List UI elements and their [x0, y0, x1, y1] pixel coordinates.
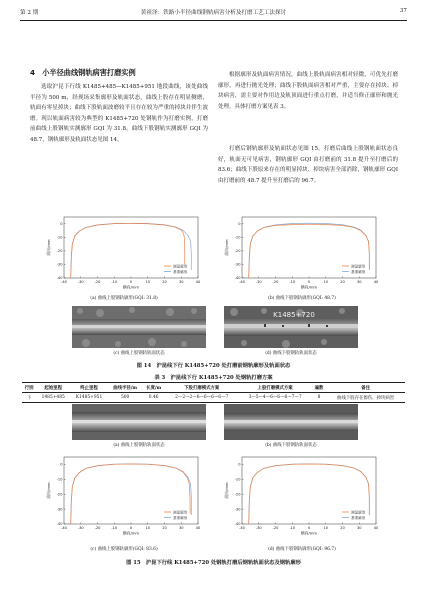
chart-fig14b-xtick-label-7: 30 [356, 280, 362, 284]
chart-fig14a-xtick-label-5: 10 [145, 280, 151, 284]
chart-fig14b-xtick-label-1: -30 [255, 280, 262, 284]
fig15a-caption: (a) 曲线上股钢轨轨面状态 [113, 443, 165, 448]
chart-fig15c-ylabel: 纵向/mm [46, 482, 51, 499]
fig14c-rail-surface-photo [72, 306, 206, 348]
chart-fig14a-ytick-label-4: 0 [60, 221, 63, 226]
chart-fig15c-ytick-label-3: -10 [56, 477, 63, 482]
fig14c-caption: (c) 曲线上股钢轨轨面状态 [113, 351, 165, 356]
table-cell: 1485+485 [41, 395, 65, 401]
header-rule [20, 20, 407, 21]
chart-fig14a-xtick-label-3: -10 [111, 280, 118, 284]
chart-fig14b-xtick-label-6: 20 [340, 280, 345, 284]
chart-fig14a-xtick-label-0: -40 [61, 280, 67, 284]
col-header: 行别 [24, 385, 34, 391]
running-header [20, 8, 407, 20]
chart-fig14a-legend-label-0: 测量廓形 [173, 264, 188, 269]
chart-fig15c-xtick-label-6: 20 [162, 526, 167, 530]
fig14d-caption: (d) 曲线下股钢轨轨面状态 [265, 351, 317, 356]
fig14d-rail-surface-photo [224, 306, 358, 348]
chart-fig15d-xtick-label-0: -40 [239, 526, 245, 530]
chart-fig14b-ytick-label-1: -30 [234, 262, 241, 267]
chart-fig14b-xtick-label-2: -20 [272, 280, 279, 284]
chart-fig15c-xlabel: 横向/mm [122, 530, 140, 536]
chart-fig14a-xtick-label-1: -30 [77, 280, 84, 284]
chart-fig14a-xtick-label-6: 20 [162, 280, 167, 284]
chart-fig14a-xlabel: 横向/mm [122, 284, 140, 290]
chart-fig15d-lower-rail-profile [222, 452, 382, 540]
chart-fig15c-xtick-label-8: 40 [195, 526, 201, 530]
chart-fig15c-xtick-label-0: -40 [61, 526, 67, 530]
chart-fig14a-xtick-label-2: -20 [94, 280, 101, 284]
chart-fig15d-legend-label-0: 测量廓形 [351, 510, 366, 515]
chart-fig14a-xtick-label-4: 0 [129, 280, 133, 284]
fig15a-rail-surface-photo [72, 404, 206, 440]
table-cell: 8 [317, 395, 321, 401]
chart-fig14b-lower-rail-profile [222, 212, 382, 294]
chart-fig14a-xtick-label-8: 40 [195, 280, 201, 284]
chart-fig15d-ylabel: 纵向/mm [224, 482, 229, 499]
chart-fig15d-xtick-label-4: 0 [307, 526, 311, 530]
table-cell: 0.46 [148, 395, 159, 401]
chart-fig14b-xtick-label-5: 10 [323, 280, 329, 284]
col-header: 终止里程 [80, 385, 98, 391]
table-cell: 500 [120, 395, 130, 401]
chart-fig14b-ytick-label-4: 0 [238, 221, 241, 226]
chart-fig15c-legend-label-0: 测量廓形 [173, 510, 188, 515]
chart-fig15d-xtick-label-1: -30 [255, 526, 262, 530]
chart-fig14a-legend-label-1: 基准廓形 [173, 269, 188, 274]
chart-fig14a-xtick-label-7: 30 [178, 280, 184, 284]
chart-fig15c-ytick-label-4: 0 [60, 462, 63, 467]
chart-fig14b-ytick-label-3: -10 [234, 235, 241, 240]
chart-fig15d-xtick-label-6: 20 [340, 526, 345, 530]
chart-fig15c-xtick-label-4: 0 [129, 526, 133, 530]
chart-fig15c-ytick-label-1: -30 [56, 507, 63, 512]
chart-fig14a-ytick-label-1: -30 [56, 262, 63, 267]
page-number: 37 [399, 8, 407, 14]
chart-fig15c-xtick-label-3: -10 [111, 526, 118, 530]
col-header: 下股打磨模式方案 [184, 385, 220, 391]
table-cell: 曲线下股存在擦伤、掉块病害 [337, 395, 395, 401]
article-running-title: 黄祖泽：铁路小半径曲线钢轨病害分析及打磨工艺工法探讨 [140, 10, 287, 16]
chart-fig14b-legend-label-1: 基准廓形 [351, 269, 366, 274]
chart-fig15d-xlabel: 横向/mm [300, 530, 318, 536]
table-row [22, 393, 405, 403]
fig15d-caption: (d) 曲线下股钢轨廓形(GQI: 96.7) [268, 547, 336, 552]
fig14b-caption: (b) 曲线下股钢轨廓形(GQI: 48.7) [268, 296, 336, 301]
photo-chalk-mark: K1485+720 [273, 311, 315, 319]
table-3-title: 表 3 沪昆线下行 K1485+720 处钢轨打磨方案 [154, 375, 273, 381]
chart-fig14b-ylabel: 纵向/mm [224, 239, 229, 256]
chart-fig14a-upper-rail-profile [44, 212, 204, 294]
fig14a-caption: (a) 曲线上股钢轨廓形(GQI: 31.8) [90, 296, 158, 301]
body-paragraph-right-1: 根据廓形及轨面病害情况，曲线上股轨面病害相对轻微，可优先打磨廓形，再进行抛光处理；曲线下股轨面病害相对严重，主要存在掉块、掉块病害，需主要对作用边及轨顶面进行重点打磨，并适当修正廓形和抛光处理。具体打磨方案见表 3。 [218, 72, 398, 110]
chart-fig14a-ylabel: 纵向/mm [46, 239, 51, 256]
chart-fig14b-ytick-label-0: -40 [234, 276, 241, 281]
body-paragraph-right-2: 打磨后钢轨廓形及轨面状态见图 15。打磨后曲线上股钢轨面状态良好，轨面无可见病害，钢轨廓形 GQI 由打磨前的 31.8 提升至打磨后的 83.6；曲线下股原来存在的明显掉块、掉块病害全部消除，钢轨廓形 GQI 由打磨前的 48.7 提升至打磨后的 96.7。 [218, 146, 398, 184]
chart-fig15d-xtick-label-5: 10 [323, 526, 329, 530]
chart-fig15d-xtick-label-3: -10 [289, 526, 296, 530]
table-cell: 下 [26, 395, 32, 401]
chart-fig14b-xtick-label-4: 0 [307, 280, 311, 284]
col-header: 备注 [361, 385, 370, 391]
chart-fig15d-ytick-label-3: -10 [234, 477, 241, 482]
chart-fig14a-ytick-label-2: -20 [56, 249, 63, 254]
chart-fig14b-xlabel: 横向/mm [300, 284, 318, 290]
col-header: 起始里程 [44, 385, 62, 391]
table-cell: 2—2—2—6—6—6—6—7 [175, 395, 229, 401]
fig15b-rail-surface-photo [224, 404, 358, 440]
chart-fig14b-ytick-label-2: -20 [234, 249, 241, 254]
body-paragraph-left: 选取沪昆下行线 K1485+485—K1485+951 地段曲线，该处曲线半径为 500 m，经现场采集廓形及轨面状态，曲线上股存在明显侧磨，轨面有零星掉块；曲线下股轨面波磨较平且存在较为严重的掉块并伴生波磨。现以轨面病害较为典型的 K1485+720 处钢轨作为打磨实例，打磨前曲线上股钢轨实测廓形 GQI 为 31.8，曲线下股钢轨实测廓形 GQI 为 48.7，钢轨廓形及轨面状态见图 14。 [30, 84, 208, 143]
fig15b-caption: (b) 曲线下股钢轨轨面状态 [265, 443, 317, 448]
figure-15-caption: 图 15 沪昆下行线 K1485+720 处钢轨打磨后钢轨轨面状态及钢轨廓形 [126, 560, 301, 566]
table-cell: K1485+951 [75, 395, 103, 401]
chart-fig15d-xtick-label-7: 30 [356, 526, 362, 530]
issue-number: 第 2 期 [20, 10, 39, 16]
col-header: 长度/m [146, 385, 162, 391]
chart-fig15c-legend-label-1: 基准廓形 [173, 515, 188, 520]
table-3-grinding-plan [22, 382, 405, 403]
chart-fig15c-xtick-label-7: 30 [178, 526, 184, 530]
chart-fig14a-ytick-label-0: -40 [56, 276, 63, 281]
table-cell: 3—5—4—6—6—6—7—7 [248, 395, 302, 401]
chart-fig15d-ytick-label-0: -40 [234, 522, 241, 527]
chart-fig15d-ytick-label-4: 0 [238, 462, 241, 467]
chart-fig15c-xtick-label-5: 10 [145, 526, 151, 530]
chart-fig15d-legend-label-1: 基准廓形 [351, 515, 366, 520]
col-header: 上股打磨模式方案 [257, 385, 293, 391]
chart-fig15c-upper-rail-profile [44, 452, 204, 540]
chart-fig14b-xtick-label-0: -40 [239, 280, 245, 284]
chart-fig14a-ytick-label-3: -10 [56, 235, 63, 240]
table-header-row [22, 383, 405, 393]
figure-14-caption: 图 14 沪昆线下行 K1485+720 处打磨前钢轨廓形及轨面状态 [136, 363, 291, 369]
chart-fig15d-xtick-label-2: -20 [272, 526, 279, 530]
chart-fig14b-legend-label-0: 测量廓形 [351, 264, 366, 269]
chart-fig15d-ytick-label-2: -20 [234, 492, 241, 497]
chart-fig15c-ytick-label-2: -20 [56, 492, 63, 497]
fig15c-caption: (c) 曲线上股钢轨廓形(GQI: 83.6) [90, 547, 158, 552]
chart-fig14b-xtick-label-3: -10 [289, 280, 296, 284]
chart-fig15c-ytick-label-0: -40 [56, 522, 63, 527]
chart-fig15c-xtick-label-2: -20 [94, 526, 101, 530]
chart-fig15d-ytick-label-1: -30 [234, 507, 241, 512]
chart-fig15d-xtick-label-8: 40 [373, 526, 379, 530]
section-heading: 4 小半径曲线钢轨病害打磨实例 [30, 68, 136, 77]
chart-fig14b-xtick-label-8: 40 [373, 280, 379, 284]
col-header: 遍数 [314, 385, 324, 391]
chart-fig15c-xtick-label-1: -30 [77, 526, 84, 530]
col-header: 曲线半径/m [113, 385, 138, 391]
